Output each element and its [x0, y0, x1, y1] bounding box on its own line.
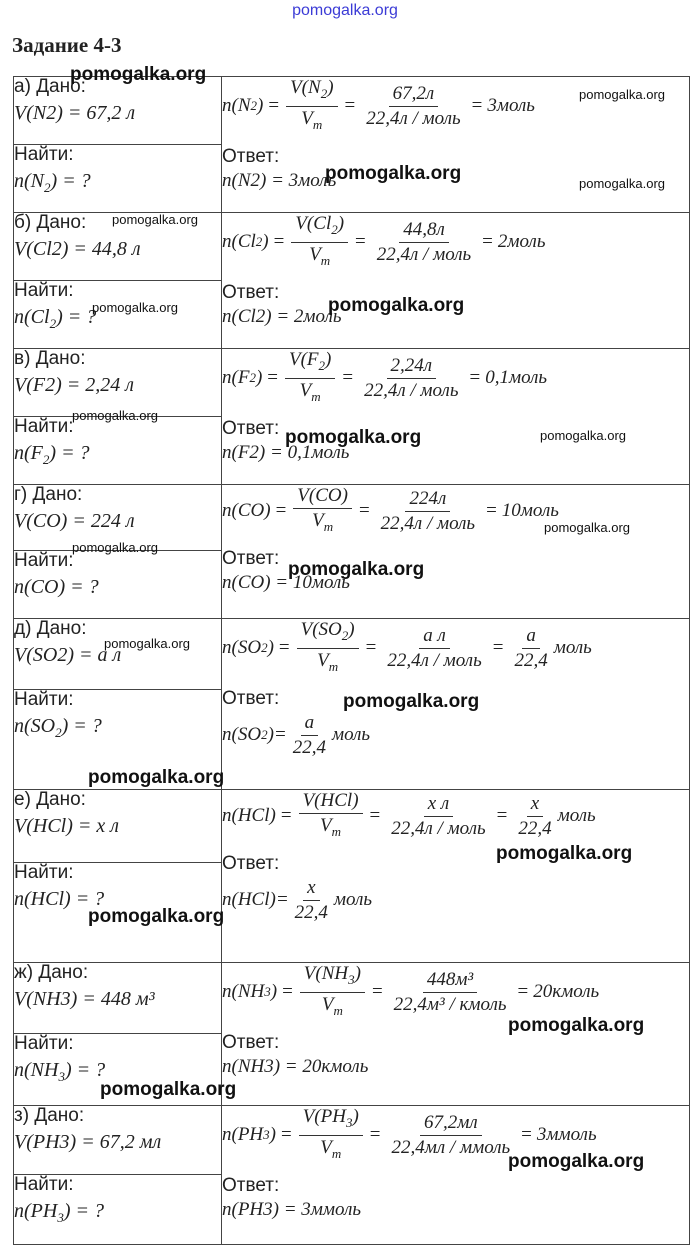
formula-symbol: HCl: [30, 888, 65, 910]
find-formula: n(CO) = ?: [14, 576, 99, 598]
result-unit: моль: [553, 637, 592, 659]
find-cell: [14, 862, 225, 963]
result-value: 2моль: [497, 231, 546, 253]
given-formula: V(F2) = 2,24 л: [14, 374, 134, 396]
solution-cell: [222, 485, 690, 619]
find-formula: $n(F_2)$ = ?: [14, 442, 90, 467]
formula-subscript: 2: [55, 725, 62, 740]
find-formula: n(HCl) = ?: [14, 888, 105, 910]
formula-symbol: F: [30, 442, 43, 464]
result-denominator: 22,4: [518, 817, 552, 839]
watermark: pomogalka.org: [104, 636, 190, 651]
answer-unit: моль: [333, 889, 373, 911]
answer-formula: n(F2) = 0,1моль: [222, 441, 350, 463]
watermark: pomogalka.org: [72, 408, 158, 423]
find-label: Найти:: [14, 550, 74, 571]
formula-subscript: 2: [49, 316, 57, 331]
task-row: [14, 349, 690, 417]
find-label: Найти:: [14, 144, 74, 165]
answer-formula: n(PH3) = 3ммоль: [222, 1198, 362, 1220]
solution-cell: [222, 213, 690, 349]
watermark: pomogalka.org: [508, 1151, 645, 1172]
task-row: [14, 213, 690, 281]
given-formula: V(Cl2) = 44,8 л: [14, 238, 141, 260]
formula-symbol: CO: [237, 500, 265, 522]
given-formula: V(CO) = 224 л: [14, 510, 135, 532]
watermark: pomogalka.org: [112, 212, 198, 227]
formula-symbol: NH: [321, 963, 349, 984]
given-cell: [14, 963, 222, 1034]
solution-equation: n( N 2 ) = $\frac{V(N_2)}{V_m}$ = $\frac{67,2л}{\text{22,4л / моль}}$ = 3моль: [222, 77, 535, 132]
find-formula: $n(Cl_2)$ = ?: [14, 306, 97, 331]
formula-symbol: SO: [30, 715, 56, 737]
volume-value: 448м³: [423, 969, 477, 993]
given-label: е) Дано:: [14, 789, 86, 810]
solution-cell: [222, 349, 690, 485]
answer-numerator: a: [301, 712, 319, 736]
formula-symbol: CO: [315, 485, 342, 506]
result-value: 10моль: [501, 500, 559, 522]
formula-symbol: Cl: [237, 231, 256, 253]
molar-volume: 22,4л / моль: [364, 379, 459, 401]
formula-subscript: 2: [249, 370, 256, 386]
volume-value: 44,8л: [399, 219, 449, 243]
formula-subscript: 2: [320, 85, 328, 101]
result-value: 20кмоль: [533, 981, 600, 1003]
solution-equation: n( PH 3 ) = $\frac{V(PH_3)}{V_m}$ = $\frac{67,2мл}{\text{22,4мл / ммоль}}$ = 3ммоль: [222, 1106, 597, 1161]
find-cell: [14, 145, 222, 213]
formula-symbol: HCl: [237, 805, 270, 827]
formula-subscript: 2: [341, 627, 349, 643]
task-row: [14, 963, 690, 1034]
find-formula: $n(N_2)$ = ?: [14, 170, 91, 195]
answer-label: Ответ:: [222, 687, 280, 709]
find-label: Найти:: [14, 280, 74, 301]
solutions-table: [13, 76, 690, 1245]
given-label: г) Дано:: [14, 484, 83, 505]
solution-equation: n( HCl ) = $\frac{\text{V(HCl)}}{V_m}$ = $\frac{\text{x л}}{\text{22,4л / моль}}$ = $\frac{x}{22,4}$ моль: [222, 790, 596, 839]
molar-volume: 22,4мл / ммоль: [391, 1136, 511, 1158]
answer-formula: n( SO 2 ) = $\frac{a}{22,4}$ моль: [222, 711, 371, 758]
task-row: [14, 1106, 690, 1175]
answer-label: Ответ:: [222, 1031, 280, 1053]
watermark: pomogalka.org: [328, 295, 465, 316]
formula-symbol: N: [308, 77, 321, 98]
solution-cell: [222, 619, 690, 790]
solution-equation: n( CO ) = $\frac{V(CO)}{V_m}$ = $\frac{224л}{\text{22,4л / моль}}$ = 10моль: [222, 485, 559, 534]
find-label: Найти:: [14, 1033, 74, 1054]
find-cell: [14, 1034, 222, 1106]
result-numerator: a: [522, 625, 540, 649]
answer-formula: n(N2) = 3моль: [222, 169, 337, 191]
result-value: 3ммоль: [536, 1124, 597, 1146]
answer-denominator: 22,4: [294, 901, 328, 923]
watermark: pomogalka.org: [343, 691, 480, 712]
solution-equation: n( NH 3 ) = $\frac{V(NH_3)}{V_m}$ = $\frac{\text{448м³}}{\text{22,4м³ / кмоль}}$ = 20кмоль: [222, 963, 600, 1018]
find-cell: [14, 689, 225, 790]
answer-label: Ответ:: [222, 281, 280, 303]
answer-formula: n(NH3) = 20кмоль: [222, 1055, 369, 1077]
given-cell: [14, 1106, 222, 1175]
volume-value: 67,2мл: [420, 1112, 482, 1136]
answer-label: Ответ:: [222, 417, 280, 439]
formula-subscript: 2: [331, 221, 338, 237]
watermark: pomogalka.org: [540, 428, 626, 443]
watermark: pomogalka.org: [579, 176, 665, 191]
result-denominator: 22,4: [514, 649, 548, 671]
answer-denominator: 22,4: [292, 736, 326, 758]
answer-formula: n(Cl2) = 2моль: [222, 305, 342, 327]
given-cell: [14, 349, 222, 417]
formula-subscript: 2: [44, 180, 51, 195]
result-value: 3моль: [487, 95, 535, 117]
given-formula: V(PH3) = 67,2 мл: [14, 1131, 162, 1153]
task-row: [14, 619, 690, 690]
watermark: pomogalka.org: [92, 300, 178, 315]
result-numerator: x: [527, 793, 543, 817]
solution-cell: [222, 77, 690, 213]
given-formula: V(N2) = 67,2 л: [14, 102, 136, 124]
watermark: pomogalka.org: [88, 906, 225, 927]
answer-numerator: x: [303, 877, 319, 901]
given-label: д) Дано:: [14, 618, 87, 639]
find-cell: [14, 417, 222, 485]
formula-subscript: 2: [42, 452, 50, 467]
formula-symbol: PH: [237, 1124, 264, 1146]
page-title: Задание 4-3: [12, 33, 122, 57]
result-unit: моль: [557, 805, 596, 827]
formula-subscript: 3: [348, 971, 355, 987]
task-row: [14, 485, 690, 551]
task-row: [14, 77, 690, 145]
formula-symbol: HCl: [237, 889, 270, 911]
solution-equation: n( Cl 2 ) = $\frac{V(Cl_2)}{V_m}$ = $\frac{44,8л}{\text{22,4л / моль}}$ = 2моль: [222, 213, 546, 268]
result-value: 0,1моль: [485, 367, 548, 389]
answer-label: Ответ:: [222, 547, 280, 569]
molar-volume: 22,4л / моль: [391, 817, 486, 839]
formula-subscript: 3: [345, 1114, 353, 1130]
given-cell: [14, 619, 222, 690]
answer-formula: n(CO) = 10моль: [222, 571, 350, 593]
formula-symbol: F: [306, 349, 319, 370]
formula-subscript: 2: [250, 98, 258, 114]
find-label: Найти:: [14, 1174, 74, 1195]
volume-value: 2,24л: [387, 355, 437, 379]
formula-subscript: 3: [58, 1069, 65, 1084]
solution-cell: [222, 1106, 690, 1245]
formula-symbol: HCl: [320, 790, 353, 811]
formula-symbol: SO: [237, 637, 262, 659]
given-cell: [14, 485, 222, 551]
find-formula: $n(SO_2)$ = ?: [14, 715, 102, 740]
formula-symbol: F: [237, 367, 250, 389]
molar-volume: 22,4л / моль: [387, 649, 482, 671]
formula-symbol: N: [30, 170, 45, 192]
solution-equation: n( F 2 ) = $\frac{V(F_2)}{V_m}$ = $\frac{2,24л}{\text{22,4л / моль}}$ = 0,1моль: [222, 349, 548, 404]
find-label: Найти:: [14, 416, 74, 437]
answer-label: Ответ:: [222, 1174, 280, 1196]
find-label: Найти:: [14, 862, 74, 883]
formula-subscript: 2: [261, 640, 268, 656]
molar-volume: 22,4л / моль: [376, 243, 472, 265]
watermark: pomogalka.org: [508, 1015, 645, 1036]
given-label: ж) Дано:: [14, 962, 89, 983]
formula-subscript: 2: [255, 234, 263, 250]
solution-cell: [222, 963, 690, 1106]
formula-symbol: PH: [320, 1106, 346, 1127]
formula-symbol: SO: [237, 724, 262, 746]
given-label: б) Дано:: [14, 212, 87, 233]
molar-volume: 22,4л / моль: [380, 512, 476, 534]
given-label: в) Дано:: [14, 348, 86, 369]
answer-unit: моль: [331, 724, 371, 746]
solution-equation: n( SO 2 ) = $\frac{V(SO_2)}{V_m}$ = $\frac{\text{a л}}{\text{22,4л / моль}}$ = $\frac{a}{22,4}$ моль: [222, 619, 592, 674]
watermark: pomogalka.org: [70, 64, 207, 85]
watermark: pomogalka.org: [496, 843, 633, 864]
given-label: а) Дано:: [14, 76, 86, 97]
find-label: Найти:: [14, 689, 74, 710]
watermark: pomogalka.org: [325, 163, 462, 184]
given-cell: [14, 213, 222, 281]
watermark: pomogalka.org: [579, 87, 665, 102]
solution-cell: [222, 790, 690, 963]
molar-volume: 22,4л / моль: [366, 107, 461, 129]
find-cell: [14, 551, 222, 619]
find-cell: [14, 281, 222, 349]
watermark: pomogalka.org: [285, 427, 422, 448]
formula-symbol: CO: [30, 576, 59, 598]
volume-value: 67,2л: [389, 83, 439, 107]
formula-symbol: PH: [30, 1200, 58, 1222]
given-formula: V(SO2) = a л: [14, 644, 122, 666]
find-formula: $n(PH_3)$ = ?: [14, 1200, 105, 1225]
given-formula: V(HCl) = x л: [14, 815, 119, 837]
find-cell: [14, 1175, 222, 1245]
task-row: [14, 790, 690, 863]
given-label: з) Дано:: [14, 1105, 85, 1126]
watermark: pomogalka.org: [100, 1079, 237, 1100]
formula-subscript: 2: [261, 727, 268, 743]
answer-label: Ответ:: [222, 145, 280, 167]
answer-formula: n( HCl ) = $\frac{x}{22,4}$ моль: [222, 876, 373, 923]
formula-subscript: 3: [57, 1210, 64, 1225]
given-cell: [14, 790, 222, 863]
answer-label: Ответ:: [222, 852, 280, 874]
formula-symbol: SO: [318, 619, 342, 640]
volume-value: x л: [424, 793, 453, 817]
volume-value: 224л: [405, 488, 450, 512]
watermark: pomogalka.org: [72, 540, 158, 555]
formula-symbol: Cl: [30, 306, 50, 328]
watermark: pomogalka.org: [88, 767, 225, 788]
formula-subscript: 3: [263, 1127, 270, 1143]
given-formula: V(NH3) = 448 м³: [14, 988, 155, 1010]
given-cell: [14, 77, 222, 145]
formula-symbol: N: [237, 95, 251, 117]
formula-subscript: 2: [318, 357, 326, 373]
watermark: pomogalka.org: [288, 559, 425, 580]
molar-volume: 22,4м³ / кмоль: [393, 993, 507, 1015]
formula-symbol: NH: [30, 1059, 59, 1081]
volume-value: a л: [419, 625, 450, 649]
formula-symbol: Cl: [313, 213, 332, 234]
formula-symbol: NH: [237, 981, 265, 1003]
formula-subscript: 3: [264, 984, 271, 1000]
watermark: pomogalka.org: [544, 520, 630, 535]
find-formula: $n(NH_3)$ = ?: [14, 1059, 106, 1084]
site-header-link[interactable]: pomogalka.org: [292, 2, 398, 19]
